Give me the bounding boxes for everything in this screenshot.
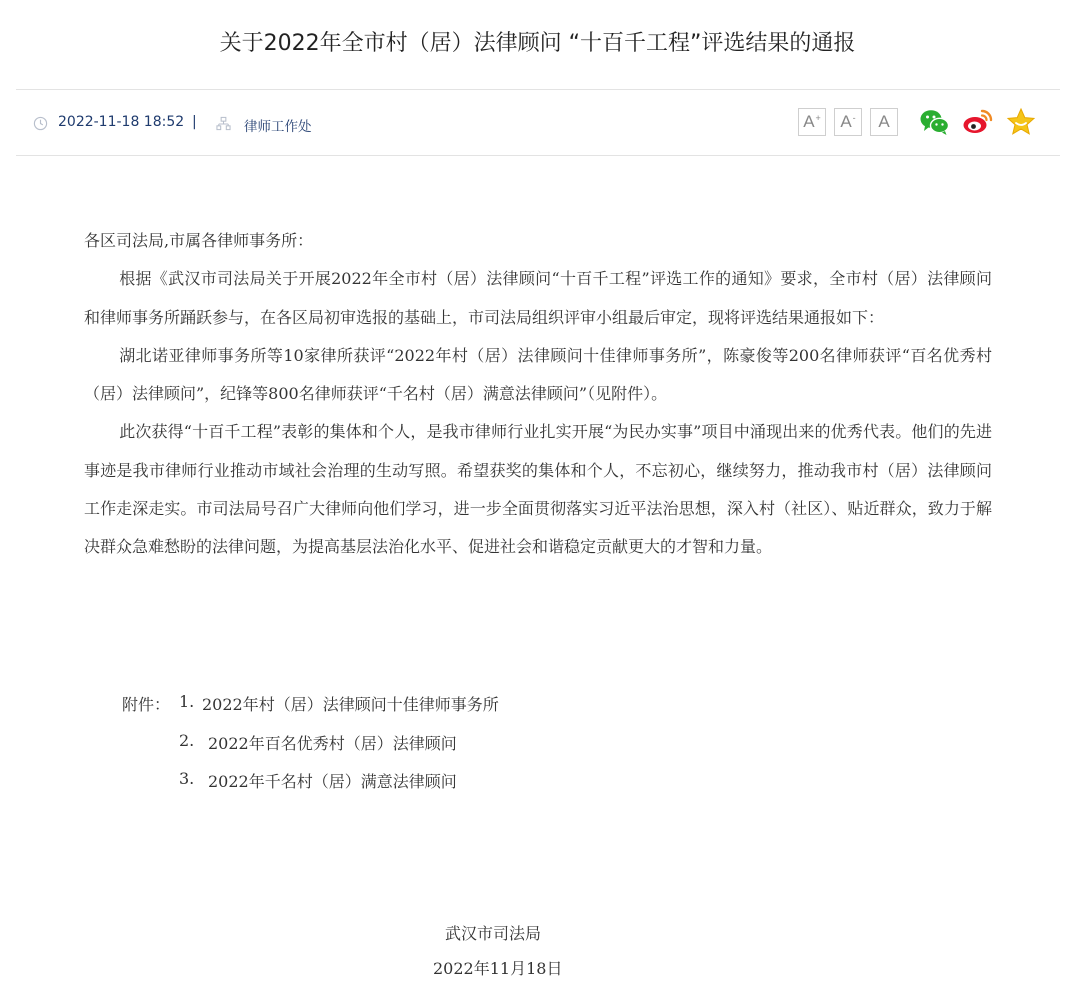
attachment-number: 2.	[179, 731, 195, 750]
minus-sign: -	[852, 113, 856, 123]
divider-top	[16, 89, 1060, 90]
signature-org: 武汉市司法局	[445, 924, 542, 943]
article-meta	[0, 113, 1075, 135]
favorite-star-icon[interactable]	[1005, 107, 1037, 137]
page-title: 关于2022年全市村（居）法律顾问 “十百千工程”评选结果的通报	[219, 31, 856, 56]
wechat-icon[interactable]	[919, 107, 951, 137]
publish-date: 2022-11-18 18:52	[58, 114, 185, 130]
paragraph: 此次获得“十百千工程”表彰的集体和个人，是我市律师行业扎实开展“为民办实事”项目中涌现出来的优秀代表。他们的先进事迹是我市律师行业推动市域社会治理的生动写照。希望获奖的集体和个人，不忘初心，继续努力，推动我市村（居）法律顾问工作走深走实。市司法局号召广大律师向他们学习，进一步全面贯彻落实习近平法治思想，深入村（社区）、贴近群众，致力于解决群众急难愁盼的法律问题，为提高基层法治化水平、促进社会和谐稳定贡献更大的才智和力量。	[84, 422, 992, 557]
divider-bottom	[16, 155, 1060, 156]
clock-icon	[33, 116, 48, 131]
font-smaller-button[interactable]	[834, 108, 862, 136]
paragraph: 根据《武汉市司法局关于开展2022年全市村（居）法律顾问“十百千工程”评选工作的通知》要求，全市村（居）法律顾问和律师事务所踊跃参与，在各区局初审选报的基础上，市司法局组织评审小组最后审定，现将评选结果通报如下：	[84, 269, 992, 327]
source-department[interactable]: 律师工作处	[244, 119, 312, 135]
font-larger-button[interactable]	[798, 108, 826, 136]
attachment-link[interactable]: 2022年村（居）法律顾问十佳律师事务所	[202, 695, 499, 714]
font-default-button[interactable]	[870, 108, 898, 136]
organization-icon	[216, 116, 231, 131]
font-smaller-label: A	[840, 112, 852, 131]
paragraph: 湖北诺亚律师事务所等10家律所获评“2022年村（居）法律顾问十佳律师事务所”，陈豪俊等200名律师获评“百名优秀村（居）法律顾问”，纪锋等800名律师获评“千名村（居）满意法律顾问”（见附件）。	[84, 345, 992, 404]
attachment-label: 附件：	[122, 695, 171, 714]
font-larger-label: A	[803, 112, 815, 131]
font-default-label: A	[878, 112, 890, 131]
attachment-link[interactable]: 2022年千名村（居）满意法律顾问	[208, 772, 457, 791]
article-body	[84, 222, 992, 567]
attachment-number: 1.	[179, 692, 195, 711]
plus-sign: +	[815, 113, 821, 123]
weibo-icon[interactable]	[962, 107, 994, 137]
attachment-link[interactable]: 2022年百名优秀村（居）法律顾问	[208, 734, 457, 753]
salutation: 各区司法局,市属各律师事务所：	[84, 231, 314, 250]
attachment-number: 3.	[179, 769, 195, 788]
signature-date: 2022年11月18日	[433, 959, 563, 978]
meta-separator: |	[192, 114, 197, 130]
